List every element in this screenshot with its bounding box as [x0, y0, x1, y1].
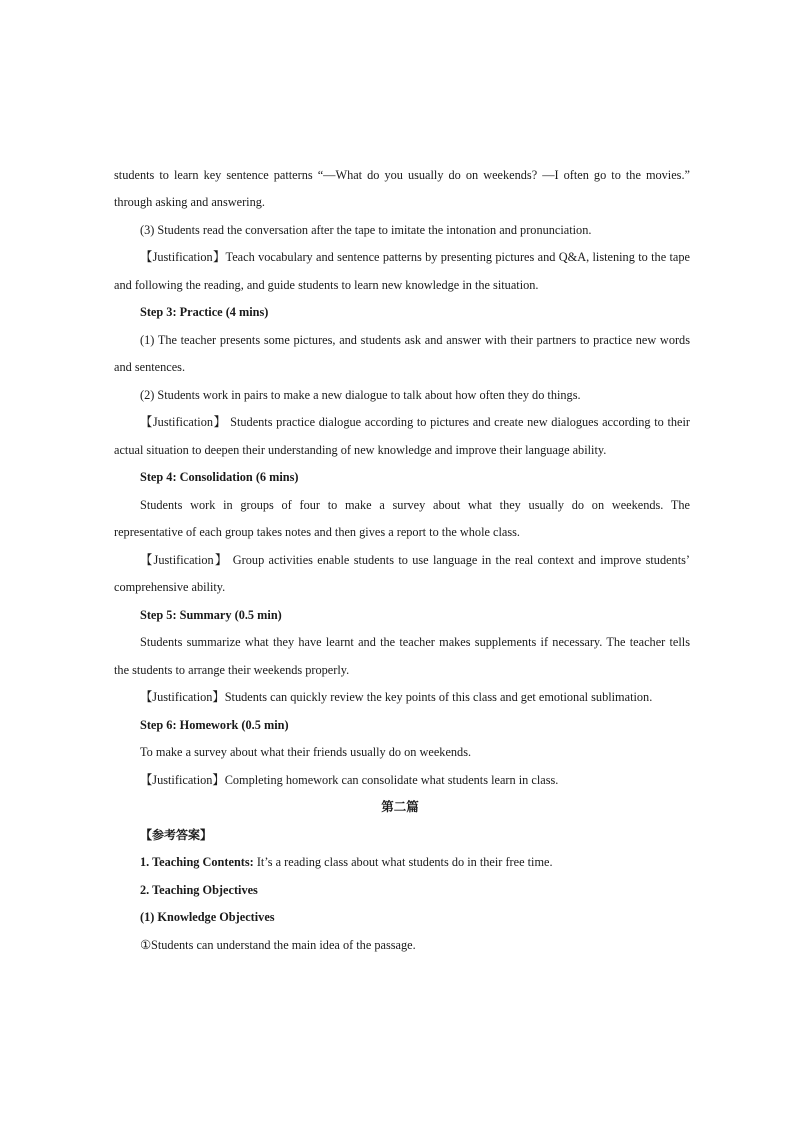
- objectives-heading: 2. Teaching Objectives: [140, 883, 258, 897]
- teaching-contents-text: It’s a reading class about what students do in their free time.: [253, 855, 553, 869]
- paragraph-line: representative of each group takes notes and then gives a report to the whole class.: [114, 525, 520, 539]
- justification-line: 【Justification】Students can quickly review the key points of this class and get emotional sublimation.: [140, 690, 653, 704]
- justification-line: 【Justification】 Group activities enable students to use language in the real context and improve students’: [140, 553, 690, 567]
- list-item: (2) Students work in pairs to make a new dialogue to talk about how often they do things.: [140, 388, 581, 402]
- paragraph-line: Students work in groups of four to make a survey about what they usually do on weekends. The: [140, 498, 690, 512]
- answer-label: 【参考答案】: [140, 828, 213, 842]
- justification-line: 【Justification】Teach vocabulary and sentence patterns by presenting pictures and Q&A, listening to the tape: [140, 250, 690, 264]
- justification-line: actual situation to deepen their understanding of new knowledge and improve their language ability.: [114, 443, 607, 457]
- step-heading: Step 3: Practice (4 mins): [140, 305, 269, 319]
- justification-line: comprehensive ability.: [114, 580, 226, 594]
- justification-line: 【Justification】 Students practice dialogue according to pictures and create new dialogues according to their: [140, 415, 690, 429]
- paragraph-line: through asking and answering.: [114, 195, 265, 209]
- teaching-contents: [140, 854, 690, 870]
- paragraph-line: To make a survey about what their friends usually do on weekends.: [140, 745, 472, 759]
- list-item: (1) The teacher presents some pictures, and students ask and answer with their partners to practice new words: [140, 333, 690, 347]
- paragraph-line: students to learn key sentence patterns “—What do you usually do on weekends? —I often go to the movies.”: [114, 168, 690, 182]
- objective-item: ①Students can understand the main idea of the passage.: [140, 938, 416, 952]
- section-heading: 第二篇: [381, 799, 419, 814]
- knowledge-objectives-heading: (1) Knowledge Objectives: [140, 910, 275, 924]
- paragraph-line: Students summarize what they have learnt and the teacher makes supplements if necessary. The teacher tells: [140, 635, 690, 649]
- justification-line: 【Justification】Completing homework can consolidate what students learn in class.: [140, 773, 559, 787]
- teaching-contents-label: 1. Teaching Contents:: [140, 855, 254, 869]
- step-heading: Step 4: Consolidation (6 mins): [140, 470, 299, 484]
- paragraph-line: the students to arrange their weekends properly.: [114, 663, 350, 677]
- list-item: and sentences.: [114, 360, 186, 374]
- justification-line: and following the reading, and guide students to learn new knowledge in the situation.: [114, 278, 539, 292]
- step-heading: Step 6: Homework (0.5 min): [140, 718, 289, 732]
- list-item: (3) Students read the conversation after the tape to imitate the intonation and pronunciation.: [140, 223, 592, 237]
- step-heading: Step 5: Summary (0.5 min): [140, 608, 282, 622]
